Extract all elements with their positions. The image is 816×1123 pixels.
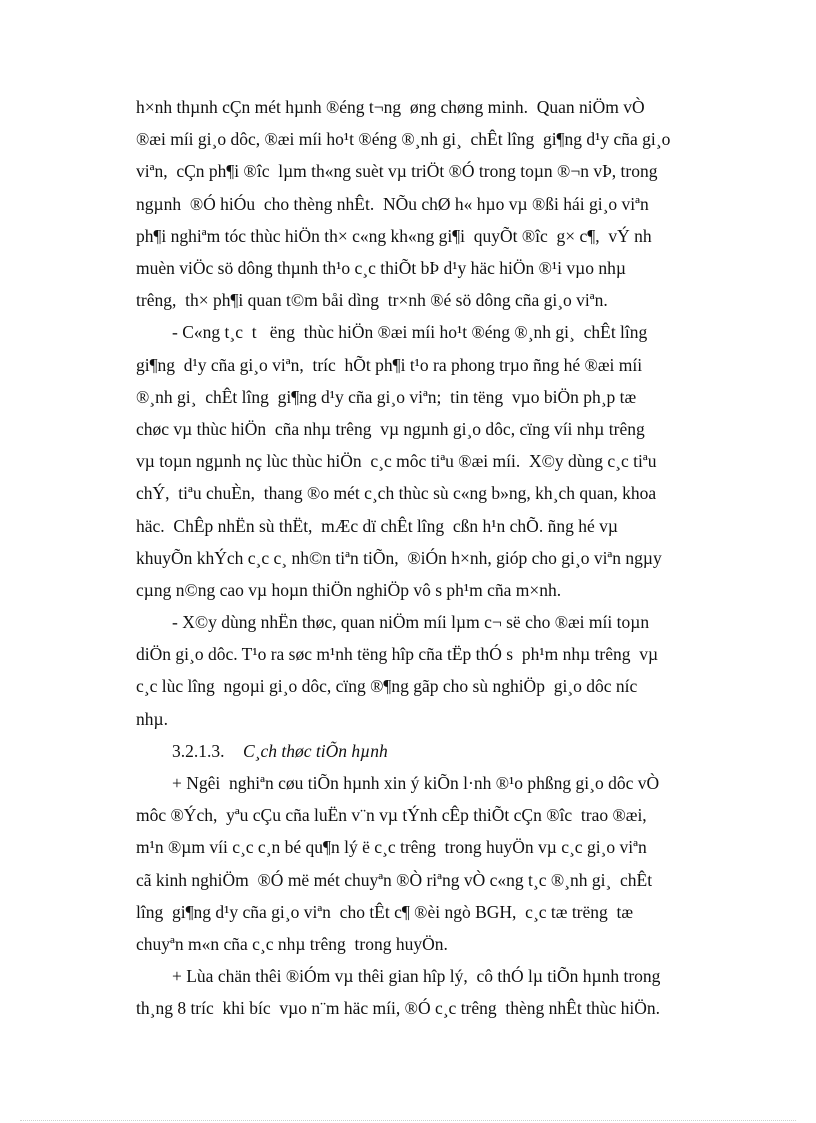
body-text-line: lîng gi¶ng d¹y cña gi¸o viªn cho tÊt c¶ ®èi ngò BGH, c¸c tæ trëng tæ — [136, 902, 634, 922]
body-text-line: nhµ. — [136, 709, 168, 729]
body-text-line: ®æi míi gi¸o dôc, ®æi míi ho¹t ®éng ®¸nh gi¸ chÊt lîng gi¶ng d¹y cña gi¸o — [136, 129, 671, 149]
body-text-line: vµ toµn ngµnh nç lùc thùc hiÖn c¸c môc tiªu ®æi míi. X©y dùng c¸c tiªu — [136, 451, 657, 471]
body-text-line: ph¶i nghiªm tóc thùc hiÖn th× c«ng kh«ng gi¶i quyÕt ®îc g× c¶, vÝ nh — [136, 226, 652, 246]
body-text-line: chÝ, tiªu chuÈn, thang ®o mét c¸ch thùc sù c«ng b»ng, kh¸ch quan, khoa — [136, 483, 657, 503]
body-text-line: + Ngêi nghiªn cøu tiÕn hµnh xin ý kiÕn l·nh ®¹o phßng gi¸o dôc vÒ — [172, 773, 660, 793]
body-text-line: cã kinh nghiÖm ®Ó më mét chuyªn ®Ò riªng vÒ c«ng t¸c ®¸nh gi¸ chÊt — [136, 870, 653, 890]
body-text-line: - X©y dùng nhËn thøc, quan niÖm míi lµm c¬ së cho ®æi míi toµn — [172, 612, 650, 632]
body-text-line: muèn viÖc sö dông thµnh th¹o c¸c thiÕt bÞ d¹y häc hiÖn ®¹i vµo nhµ — [136, 258, 626, 278]
section-number: 3.2.1.3. — [172, 741, 225, 761]
body-text-line: + Lùa chän thêi ®iÓm vµ thêi gian hîp lý, cô thÓ lµ tiÕn hµnh trong — [172, 966, 661, 986]
page-bottom-rule — [20, 1120, 796, 1121]
body-text-line: - C«ng t¸c t ëng thùc hiÖn ®æi míi ho¹t ®éng ®¸nh gi¸ chÊt lîng — [172, 322, 648, 342]
body-text-line: chuyªn m«n cña c¸c nhµ trêng trong huyÖn. — [136, 934, 448, 954]
section-heading: C¸ch thøc tiÕn hµnh — [243, 741, 388, 761]
body-text-line: viªn, cÇn ph¶i ®îc lµm th«ng suèt vµ triÖt ®Ó trong toµn ®¬n vÞ, trong — [136, 161, 658, 181]
body-text-line: trêng, th× ph¶i quan t©m båi dìng tr×nh ®é sö dông cña gi¸o viªn. — [136, 290, 608, 310]
body-text-line: m¹n ®µm víi c¸c c¸n bé qu¶n lý ë c¸c trêng trong huyÖn vµ c¸c gi¸o viªn — [136, 837, 647, 857]
body-text-line: ®¸nh gi¸ chÊt lîng gi¶ng d¹y cña gi¸o viªn; tin tëng vµo biÖn ph¸p tæ — [136, 387, 637, 407]
body-text-line: ngµnh ®Ó hiÓu cho thèng nhÊt. NÕu chØ h« hµo vµ ®ßi hái gi¸o viªn — [136, 194, 649, 214]
body-text-line: häc. ChÊp nhËn sù thËt, mÆc dï chÊt lîng cßn h¹n chÕ. ñng hé vµ — [136, 516, 618, 536]
body-text-line: th¸ng 8 tríc khi bíc vµo n¨m häc míi, ®Ó c¸c trêng thèng nhÊt thùc hiÖn. — [136, 998, 660, 1018]
body-text-line: h×nh thµnh cÇn mét hµnh ®éng t¬ng øng chøng minh. Quan niÖm vÒ — [136, 97, 645, 117]
body-text-line: diÖn gi¸o dôc. T¹o ra søc m¹nh tëng hîp cña tËp thÓ s ph¹m nhµ trêng vµ — [136, 644, 659, 664]
body-text-line: cµng n©ng cao vµ hoµn thiÖn nghiÖp vô s ph¹m cña m×nh. — [136, 580, 562, 600]
body-text-line: môc ®Ých, yªu cÇu cña luËn v¨n vµ tÝnh cÊp thiÕt cÇn ®îc trao ®æi, — [136, 805, 647, 825]
body-text-line: gi¶ng d¹y cña gi¸o viªn, tríc hÕt ph¶i t¹o ra phong trµo ñng hé ®æi míi — [136, 355, 643, 375]
body-text-line: chøc vµ thùc hiÖn cña nhµ trêng vµ ngµnh gi¸o dôc, cïng víi nhµ trêng — [136, 419, 645, 439]
body-text-line: khuyÕn khÝch c¸c c¸ nh©n tiªn tiÕn, ®iÓn h×nh, gióp cho gi¸o viªn ngµy — [136, 548, 662, 568]
body-text-line: c¸c lùc lîng ngoµi gi¸o dôc, cïng ®¶ng gãp cho sù nghiÖp gi¸o dôc níc — [136, 676, 638, 696]
